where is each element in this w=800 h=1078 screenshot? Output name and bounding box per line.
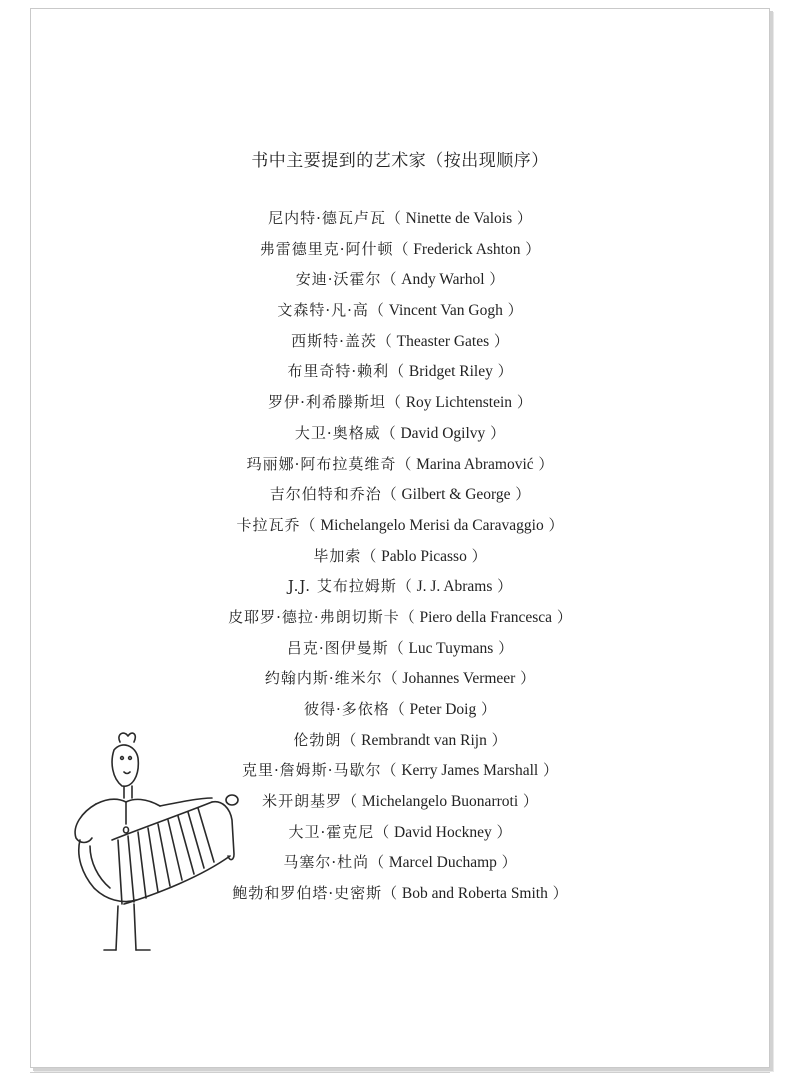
close-paren: ）	[496, 853, 517, 872]
open-paren: （	[382, 669, 403, 688]
close-paren: ）	[485, 423, 506, 442]
page-title: 书中主要提到的艺术家（按出现顺序）	[251, 151, 549, 171]
open-paren: （	[381, 270, 402, 289]
artist-entry	[0, 571, 800, 602]
close-paren: ）	[518, 792, 538, 811]
artist-chinese-name: 吕克·图伊曼斯	[286, 638, 389, 657]
close-paren: ）	[512, 393, 532, 412]
artist-english-name: Marina Abramović	[416, 455, 534, 473]
artist-english-name: Theaster Gates	[396, 332, 490, 350]
artist-chinese-name: 克里·詹姆斯·马歇尔	[242, 761, 382, 780]
close-paren: ）	[547, 884, 568, 903]
artist-chinese-name: 卡拉瓦乔	[236, 515, 301, 534]
close-paren: ）	[466, 546, 487, 565]
close-paren: ）	[533, 454, 554, 473]
artist-chinese-name: 文森特·凡·高	[277, 301, 369, 320]
close-paren: ）	[493, 638, 514, 657]
artist-entry	[0, 449, 800, 480]
artist-chinese-name: 玛丽娜·阿布拉莫维奇	[246, 454, 397, 473]
artist-entry	[0, 694, 800, 725]
artist-chinese-name: 西斯特·盖茨	[291, 331, 377, 350]
open-paren: （	[381, 485, 402, 504]
artist-chinese-name: 大卫·霍克尼	[288, 822, 375, 841]
close-paren: ）	[486, 730, 507, 749]
artist-english-name: Kerry James Marshall	[401, 762, 539, 780]
accordion-player-icon	[62, 728, 252, 958]
artist-entry	[0, 541, 800, 572]
artist-english-name: Andy Warhol	[401, 271, 485, 289]
page-edge-rule	[30, 1072, 770, 1073]
artist-english-name: Michelangelo Buonarroti	[361, 793, 519, 811]
artist-english-name: Johannes Vermeer	[402, 670, 516, 688]
artist-chinese-name: 彼得·多依格	[303, 700, 390, 718]
open-paren: （	[341, 730, 362, 749]
artist-chinese-name: 弗雷德里克·阿什顿	[259, 239, 394, 258]
close-paren: ）	[512, 209, 532, 227]
close-paren: ）	[476, 700, 497, 718]
close-paren: ）	[489, 331, 509, 350]
artist-entry	[0, 387, 800, 418]
open-paren: （	[342, 792, 362, 811]
artist-english-name: Pablo Picasso	[381, 547, 467, 565]
artist-chinese-name: J.J. 艾布拉姆斯	[287, 577, 397, 596]
close-paren: ）	[484, 270, 505, 289]
close-paren: ）	[515, 669, 536, 688]
artist-chinese-name: 鲍勃和罗伯塔·史密斯	[232, 884, 383, 903]
artist-english-name: Marcel Duchamp	[388, 854, 497, 872]
artist-entry	[0, 418, 800, 449]
artist-chinese-name: 米开朗基罗	[262, 792, 343, 811]
artist-chinese-name: 约翰内斯·维米尔	[264, 669, 383, 688]
artist-english-name: Frederick Ashton	[413, 240, 521, 258]
artist-chinese-name: 罗伊·利希滕斯坦	[268, 393, 386, 412]
artist-english-name: Vincent Van Gogh	[388, 302, 503, 320]
artist-chinese-name: 尼内特·德瓦卢瓦	[268, 209, 386, 227]
open-paren: （	[381, 761, 402, 780]
artist-entry	[0, 663, 800, 694]
open-paren: （	[380, 423, 401, 442]
open-paren: （	[374, 822, 395, 841]
artist-english-name: Rembrandt van Rijn	[361, 731, 487, 749]
close-paren: ）	[538, 761, 558, 780]
artist-entry	[0, 326, 800, 357]
open-paren: （	[300, 515, 321, 534]
artist-chinese-name: 吉尔伯特和乔治	[269, 485, 382, 504]
open-paren: （	[361, 546, 382, 565]
artist-entry	[0, 356, 800, 387]
open-paren: （	[385, 393, 406, 412]
artist-chinese-name: 大卫·奥格威	[294, 423, 381, 442]
close-paren: ）	[492, 362, 513, 381]
artist-chinese-name: 安迪·沃霍尔	[295, 270, 382, 289]
close-paren: ）	[520, 239, 541, 258]
artist-english-name: Bridget Riley	[408, 363, 493, 381]
artist-english-name: Michelangelo Merisi da Caravaggio	[320, 516, 544, 534]
open-paren: （	[385, 209, 406, 227]
artist-english-name: Bob and Roberta Smith	[401, 885, 548, 903]
artist-chinese-name: 马塞尔·杜尚	[283, 853, 370, 872]
open-paren: （	[389, 700, 410, 718]
close-paren: ）	[492, 577, 513, 596]
artist-entry	[0, 295, 800, 326]
artist-english-name: David Ogilvy	[400, 424, 486, 442]
artist-english-name: Piero della Francesca	[419, 608, 553, 626]
artist-english-name: Luc Tuymans	[408, 639, 494, 657]
artist-english-name: David Hockney	[394, 823, 492, 841]
artist-entry	[0, 234, 800, 265]
artist-entry	[0, 510, 800, 541]
open-paren: （	[368, 301, 389, 320]
artist-chinese-name: 毕加索	[313, 546, 362, 565]
open-paren: （	[399, 607, 420, 626]
artist-entry	[0, 479, 800, 510]
open-paren: （	[393, 239, 414, 258]
artist-english-name: Gilbert & George	[401, 486, 511, 504]
artist-english-name: J. J. Abrams	[416, 578, 493, 596]
artist-entry	[0, 602, 800, 633]
artist-english-name: Peter Doig	[409, 701, 477, 718]
close-paren: ）	[552, 607, 572, 626]
open-paren: （	[388, 638, 409, 657]
artist-chinese-name: 皮耶罗·德拉·弗朗切斯卡	[228, 607, 400, 626]
open-paren: （	[369, 853, 389, 872]
close-paren: ）	[510, 485, 531, 504]
open-paren: （	[389, 362, 409, 381]
open-paren: （	[396, 577, 417, 596]
open-paren: （	[376, 331, 397, 350]
artist-english-name: Roy Lichtenstein	[405, 394, 513, 412]
artist-english-name: Ninette de Valois	[405, 210, 513, 227]
close-paren: ）	[491, 822, 512, 841]
open-paren: （	[382, 884, 402, 903]
artist-chinese-name: 伦勃朗	[293, 730, 342, 749]
close-paren: ）	[502, 301, 523, 320]
open-paren: （	[396, 454, 417, 473]
close-paren: ）	[543, 515, 564, 534]
artist-chinese-name: 布里奇特·赖利	[287, 362, 390, 381]
artist-entry	[0, 633, 800, 664]
artist-entry	[0, 203, 800, 234]
artist-entry	[0, 264, 800, 295]
